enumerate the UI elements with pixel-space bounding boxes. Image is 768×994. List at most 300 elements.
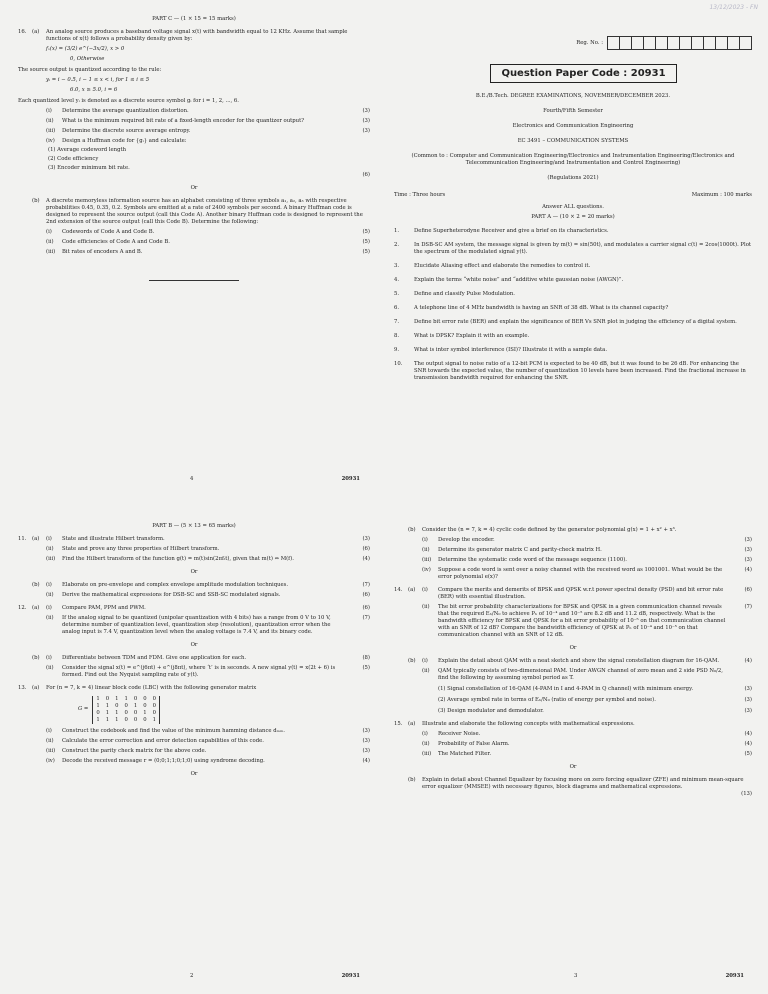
question-number: 14.: [394, 586, 403, 593]
matrix-cell: 1: [115, 695, 119, 702]
matrix-cell: 0: [96, 709, 100, 716]
or-separator: Or: [190, 641, 198, 648]
matrix-cell: 0: [152, 709, 156, 716]
question-text: What is inter symbol interference (ISI)? Illustrate it with a sample data.: [414, 346, 608, 353]
question-12b: [18, 655, 370, 679]
matrix-cell: 0: [133, 695, 138, 702]
subpart-row: [46, 748, 370, 755]
question-text: An analog source produces a baseband voltage signal x(t) with bandwidth equal to 12 KHz. Assume that sample functions of x(t) follows a probability density given by:: [46, 28, 348, 42]
subpart-number: (ii): [46, 664, 54, 671]
question-number: [18, 582, 32, 589]
subpart-text: Develop the encoder.: [438, 536, 495, 543]
subpart-text: Determine the average quantization distortion.: [62, 107, 189, 114]
question-number: [394, 668, 408, 682]
subpart-marks: (5): [362, 664, 370, 671]
subpart-number: (i): [46, 535, 52, 542]
subpart-marks: (3): [362, 737, 370, 744]
list-item-text: (1) Signal constellation of 16-QAM (4-PAM in I and 4-PAM in Q channel) with minimum energy.: [438, 685, 694, 692]
question-number: 16.: [18, 28, 27, 35]
matrix-cell: 0: [152, 695, 156, 702]
subpart-row: [18, 665, 370, 679]
subpart-text: Determine its generator matrix C and parity-check matrix H.: [438, 546, 602, 553]
subpart-number: (ii): [46, 591, 54, 598]
branch-line: Electronics and Communication Engineering: [512, 123, 634, 130]
question-text: Elucidate Aliasing effect and elaborate the remedies to control it.: [414, 262, 591, 269]
subpart-row: [422, 557, 752, 564]
subpart-row: [46, 239, 370, 246]
subpart-number: (ii): [46, 545, 54, 552]
subpart-number: (ii): [46, 238, 54, 245]
end-rule: [149, 280, 239, 281]
question-label: [32, 546, 46, 553]
subpart-text: Codewords of Code A and Code B.: [62, 228, 155, 235]
part-a-question: [394, 263, 752, 270]
question-15a: [394, 721, 752, 728]
subpart-row: [46, 728, 370, 735]
subpart-number: (ii): [46, 737, 54, 744]
subpart-text: Determine the discrete source average entropy.: [62, 127, 191, 134]
page-footer: [40, 476, 360, 483]
question-text: Explain in detail about Channel Equalizer by focusing more on zero forcing equalizer (ZFE) and minimum mean-square error equalizer (MMSEE) with necessary figures, block diagrams and mathematical expressions.: [422, 776, 744, 790]
part-a-question: [394, 277, 752, 284]
reg-cells: [607, 36, 752, 50]
subpart-text: Bit rates of encoders A and B.: [62, 248, 143, 255]
question-text: Define Superheterodyne Receiver and give a brief on its characteristics.: [414, 228, 609, 235]
subpart-row: [46, 128, 370, 135]
subpart-row: [422, 751, 752, 758]
subpart-text: Differentiate between TDM and FDM. Give one application for each.: [62, 654, 247, 661]
reg-cell: [607, 36, 620, 50]
question-number: 11.: [18, 535, 27, 542]
subpart-text: Code efficiencies of Code A and Code B.: [62, 238, 170, 245]
subpart-marks: (7): [362, 614, 370, 621]
subpart-marks: [730, 668, 752, 682]
degree-line: B.E./B.Tech. DEGREE EXAMINATIONS, NOVEMBER/DECEMBER 2023.: [475, 93, 671, 100]
question-number: [18, 655, 32, 662]
subpart-marks: (6): [362, 591, 370, 598]
subpart-text: State and prove any three properties of Hilbert transform.: [62, 545, 220, 552]
part-a-title: PART A — (10 × 2 = 20 marks): [531, 214, 615, 221]
subpart-text: Determine the systematic code word of the message sequence (1100).: [438, 556, 627, 563]
paper-code: 20931: [725, 973, 744, 980]
subpart-row: [394, 587, 752, 601]
subpart-text: Design a Huffman code for {gᵢ} and calculate:: [62, 137, 187, 144]
subpart-text: Receiver Noise.: [438, 730, 481, 737]
reg-cell: [692, 36, 704, 50]
time-row: [394, 192, 752, 199]
list-item-marks: (3): [744, 685, 752, 692]
subpart-number: (ii): [422, 546, 430, 553]
subpart-text: The Matched Filter.: [438, 750, 492, 757]
matrix-cell: 0: [105, 695, 110, 702]
or-separator: Or: [569, 644, 577, 651]
subpart-number: (iii): [46, 747, 56, 754]
subpart-number: (i): [46, 727, 52, 734]
matrix-cell: 1: [105, 716, 110, 723]
matrix-row: [93, 703, 160, 710]
matrix-cell: 0: [143, 716, 147, 723]
matrix-cell: 1: [105, 709, 110, 716]
reg-cell: [668, 36, 680, 50]
subpart-number: (ii): [422, 667, 430, 674]
subpart-text: Compare PAM, PPM and PWM.: [62, 604, 146, 611]
question-label: (a): [408, 720, 416, 727]
subpart-number: (i): [46, 654, 52, 661]
matrix-cell: 1: [143, 709, 147, 716]
q15a-subparts: [394, 731, 752, 758]
part-a-question: [394, 319, 752, 326]
question-number: 3.: [394, 262, 400, 269]
matrix-cell: 0: [124, 709, 128, 716]
question-label: [32, 615, 46, 636]
subpart-marks: (7): [744, 603, 752, 610]
subpart-text: Decode the received message r = (0;0;1;1;0;1;0) using syndrome decoding.: [62, 757, 265, 764]
rule-formula-2: 6.0, x ≥ 5.0, i = 6: [70, 86, 118, 93]
part-a-question: [394, 305, 752, 312]
subpart-number: (iii): [46, 555, 56, 562]
list-item-marks: (3): [744, 696, 752, 703]
question-label: (a): [32, 28, 40, 35]
reg-no-box: [394, 36, 752, 50]
subpart-marks: (3): [744, 556, 752, 563]
question-label: [32, 665, 46, 679]
page-3: [384, 497, 768, 994]
subpart-number: (ii): [422, 740, 430, 747]
list-item: (2) Code efficiency: [48, 155, 99, 162]
subpart-number: (iv): [422, 566, 431, 573]
subpart-row: [46, 738, 370, 745]
question-16a: [18, 29, 370, 43]
question-number: 5.: [394, 290, 400, 297]
matrix-cell: 0: [124, 716, 128, 723]
question-14b: [394, 658, 752, 682]
part-a-question: [394, 242, 752, 256]
subpart-row: [18, 536, 370, 543]
q15b-mark: (13): [741, 790, 752, 797]
subpart-text: Find the Hilbert transform of the function g(t) = m(t)sin(2πfₜt), given that m(t) ⇔ M(f).: [62, 555, 294, 562]
q16a-iv-mark: (6): [362, 171, 370, 178]
paper-code: 20931: [341, 973, 360, 980]
part-a-question: [394, 228, 752, 235]
subpart-number: (i): [46, 107, 52, 114]
subpart-marks: (3): [362, 747, 370, 754]
subpart-number: (ii): [46, 614, 54, 621]
list-item: [438, 695, 752, 704]
subpart-text: Construct the codebook and find the value of the minimum hamming distance dₘᵢₙ.: [62, 727, 285, 734]
list-item: [438, 684, 752, 693]
subpart-marks: (3): [744, 536, 752, 543]
subpart-row: [18, 556, 370, 563]
question-label: (a): [32, 535, 40, 542]
matrix-table: [92, 696, 160, 724]
reg-cell: [680, 36, 692, 50]
question-12a: [18, 605, 370, 636]
reg-cell: [704, 36, 716, 50]
matrix-cell: 1: [124, 695, 128, 702]
page-footer: [424, 973, 744, 980]
part-c-title: PART C — (1 × 15 = 15 marks): [152, 16, 236, 22]
regulations-line: (Regulations 2021): [547, 175, 599, 182]
question-text: For (n = 7, k = 4) linear block code (LBC) with the following generator matrix: [46, 684, 257, 691]
subpart-row: [394, 668, 752, 682]
subpart-number: (i): [46, 581, 52, 588]
question-14a: [394, 587, 752, 639]
matrix-cell: 1: [96, 695, 100, 702]
matrix-cell: 0: [115, 702, 119, 709]
subpart-number: (iii): [46, 127, 56, 134]
question-11b: [18, 582, 370, 599]
subpart-marks: (5): [362, 228, 370, 235]
generator-matrix: [78, 696, 370, 724]
subpart-marks: (3): [362, 107, 370, 114]
matrix-cell: 1: [152, 716, 156, 723]
page-2: [0, 497, 384, 994]
reg-cell: [740, 36, 752, 50]
part-a-question: [394, 361, 752, 382]
question-13a: [18, 685, 370, 692]
part-a-question: [394, 291, 752, 298]
reg-no-label: Reg. No. :: [576, 39, 603, 46]
question-label: (b): [408, 776, 416, 783]
question-text: What is DPSK? Explain it with an example.: [414, 332, 530, 339]
reg-cell: [716, 36, 728, 50]
page-number: 2: [190, 973, 194, 980]
q13b-subparts: [394, 537, 752, 581]
question-text: A telephone line of 4 MHz bandwidth is having an SNR of 38 dB. What is its channel capacity?: [414, 304, 669, 311]
subpart-marks: (7): [362, 581, 370, 588]
subpart-number: (i): [422, 586, 428, 593]
list-item-text: (2) Average symbol rate in terms of Eₕ/N₀ (ratio of energy per symbol and noise).: [438, 696, 656, 703]
subpart-row: [18, 582, 370, 589]
subpart-marks: (3): [362, 535, 370, 542]
question-13b: [394, 527, 752, 534]
question-label: (a): [408, 586, 416, 593]
subpart-text: Probability of False Alarm.: [438, 740, 510, 747]
subpart-text: State and illustrate Hilbert transform.: [62, 535, 165, 542]
matrix-row: [93, 710, 160, 717]
question-number: [18, 615, 32, 636]
rule-formula-1: yᵢ = i − 0.5, i − 1 ≤ x < i, for 1 ≤ i ≤ 5: [46, 76, 150, 83]
matrix-cell: 0: [143, 702, 147, 709]
question-number: 2.: [394, 242, 400, 249]
question-15b: [394, 777, 752, 791]
question-number: [18, 665, 32, 679]
q16a-subparts: [18, 108, 370, 145]
question-text: Consider the (n = 7, k = 4) cyclic code defined by the generator polynomial g(x) = 1 + x² + x³.: [422, 527, 677, 533]
question-number: 4.: [394, 276, 400, 283]
subpart-marks: (4): [362, 757, 370, 764]
question-label: [32, 556, 46, 563]
semester-line: Fourth/Fifth Semester: [543, 108, 603, 115]
subpart-row: [394, 604, 752, 639]
matrix-cell: 1: [96, 702, 100, 709]
subpart-text: QAM typically consists of two-dimensional PAM. Under AWGN channel of zero mean and 2 side PSD N₀/2, find the following by assuming symbol period as T.: [438, 667, 723, 681]
subpart-text: The bit error probability characterizations for BPSK and QPSK in a given communication channel reveals that the required Eₕ/N₀ to achieve Pₕ of 10⁻⁴ and 10⁻⁵ are 8.2 dB and 11.2 dB, respectively. What is the bandwidth efficiency for BPSK and QPSK for a bit error probability of 10⁻⁵ on that communication channel with an SNR of 12 dB? Compare the bandwidth efficiency of QPSK at Pₕ of 10⁻⁴ and 10⁻⁵ on that communication channel with an SNR of 12 dB.: [438, 603, 726, 638]
reg-cell: [728, 36, 740, 50]
question-number: 12.: [18, 604, 27, 611]
course-line: EC 3491 – COMMUNICATION SYSTEMS: [517, 138, 629, 145]
subpart-number: (ii): [46, 117, 54, 124]
subpart-row: [46, 229, 370, 236]
list-item-marks: (3): [744, 707, 752, 714]
or-separator: Or: [190, 184, 198, 191]
q16b-subparts: [18, 229, 370, 256]
subpart-marks: (4): [744, 730, 752, 737]
question-paper-code: Question Paper Code : 20931: [490, 64, 677, 83]
question-label: [32, 592, 46, 599]
subpart-row: [422, 567, 752, 581]
subpart-row: [422, 741, 752, 748]
question-number: 13.: [18, 684, 27, 691]
question-number: [394, 604, 408, 639]
subpart-marks: (6): [744, 586, 752, 593]
question-label: (b): [32, 581, 40, 588]
level-text: Each quantized level yᵢ is denoted as a discrete source symbol gᵢ for i = 1, 2, ..., 6.: [18, 97, 239, 104]
subpart-text: What is the minimum required bit rate of a fixed-length encoder for the quantizer output?: [62, 117, 305, 124]
pdf-formula-1: fₓ(x) = (3/2) e^(−3x/2), x > 0: [46, 45, 125, 52]
subpart-marks: (8): [362, 654, 370, 661]
matrix-cell: 0: [143, 695, 147, 702]
question-number: 8.: [394, 332, 400, 339]
question-number: [18, 556, 32, 563]
subpart-text: Explain the detail about QAM with a neat sketch and show the signal constellation diagram for 16-QAM.: [438, 657, 720, 664]
matrix-cell: 1: [105, 702, 110, 709]
question-label: (a): [32, 684, 40, 691]
subpart-number: (iii): [422, 750, 432, 757]
subpart-row: [46, 758, 370, 765]
list-item: [438, 706, 752, 715]
question-text: Explain the terms “white noise” and “additive white gaussian noise (AWGN)”.: [414, 276, 624, 283]
subpart-number: (i): [46, 604, 52, 611]
q14b-items: [438, 684, 752, 715]
matrix-label: G =: [78, 706, 89, 713]
subpart-row: [18, 655, 370, 662]
page-cover: [384, 0, 768, 497]
subpart-text: Construct the parity check matrix for the above code.: [62, 747, 207, 754]
subpart-row: [46, 249, 370, 256]
question-label: (b): [32, 197, 40, 204]
question-text: In DSB-SC AM system, the message signal is given by m(t) = sin(50t), and modulates a carrier signal c(t) = 2cos(1000t). Plot the spectrum of the modulated signal y(t).: [414, 242, 752, 255]
matrix-cell: 1: [115, 716, 119, 723]
question-label: (b): [32, 654, 40, 661]
question-16b: [18, 198, 370, 226]
common-line: (Common to : Computer and Communication Engineering/Electronics and Instrumentation Engineering/Electronics and Telecommunication Engineering/and Instrumentation and Control Engineering): [411, 153, 735, 167]
matrix-cell: 1: [115, 709, 119, 716]
question-number: 6.: [394, 304, 400, 311]
subpart-number: (ii): [422, 603, 430, 610]
part-a-question: [394, 347, 752, 354]
subpart-marks: (6): [362, 545, 370, 552]
subpart-number: (i): [422, 536, 428, 543]
part-a-question: [394, 333, 752, 340]
subpart-row: [422, 537, 752, 544]
question-number: 15.: [394, 720, 403, 727]
subpart-marks: (3): [362, 727, 370, 734]
subpart-marks: (5): [744, 750, 752, 757]
page-footer: [40, 973, 360, 980]
subpart-text: Derive the mathematical expressions for DSB-SC and SSB-SC modulated signals.: [62, 591, 281, 598]
subpart-row: [422, 547, 752, 554]
answer-instruction: Answer ALL questions.: [542, 204, 604, 211]
or-separator: Or: [190, 770, 198, 777]
subpart-row: [46, 118, 370, 125]
subpart-number: (i): [422, 730, 428, 737]
rule-intro: The source output is quantized according to the rule:: [18, 66, 162, 73]
list-item-text: (3) Design modulator and demodulator.: [438, 707, 544, 714]
q16a-iv-list: [48, 147, 370, 172]
matrix-cell: 1: [96, 716, 100, 723]
subpart-row: [46, 108, 370, 115]
question-number: [394, 658, 408, 665]
subpart-marks: [348, 138, 370, 145]
page-number: 4: [190, 476, 194, 483]
subpart-marks: (3): [362, 127, 370, 134]
matrix-cell: 0: [124, 702, 128, 709]
paper-code: 20931: [341, 476, 360, 483]
question-label: (b): [408, 527, 416, 533]
pdf-formula-2: 0, Otherwise: [70, 55, 105, 62]
question-text: Illustrate and elaborate the following concepts with mathematical expressions.: [422, 720, 635, 727]
part-b-title: PART B — (5 × 13 = 65 marks): [152, 523, 236, 529]
subpart-marks: (4): [744, 566, 752, 573]
subpart-row: [422, 731, 752, 738]
list-item: (1) Average codeword length: [48, 146, 127, 153]
subpart-marks: (5): [362, 248, 370, 255]
subpart-row: [46, 138, 370, 145]
subpart-marks: (4): [744, 740, 752, 747]
matrix-cell: 0: [133, 709, 138, 716]
question-text: Define and classify Pulse Modulation.: [414, 290, 515, 297]
question-text: A discrete memoryless information source has an alphabet consisting of three symbols a₁, a₂, a₃ with respective probabilities 0.45, 0.35, 0.2. Symbols are emitted at a rate of 2400 symbols per second. A binary Huffman code is designed to represent the source output (call this Code A). Another binary Huffman code is designed to represent the 2nd extension of the source output (call this Code B). Determine the following:: [46, 197, 363, 225]
subpart-marks: (5): [362, 238, 370, 245]
reg-cell: [656, 36, 668, 50]
subpart-marks: (3): [362, 117, 370, 124]
reg-cell: [620, 36, 632, 50]
matrix-cell: 0: [133, 716, 138, 723]
subpart-marks: (6): [362, 604, 370, 611]
max-marks: Maximum : 100 marks: [691, 192, 752, 199]
subpart-text: Elaborate on pre-envelope and complex envelope amplitude modulation techniques.: [62, 581, 289, 588]
question-number: [18, 592, 32, 599]
question-number: 9.: [394, 346, 400, 353]
subpart-number: (i): [46, 228, 52, 235]
matrix-row: [93, 696, 160, 703]
subpart-row: [18, 605, 370, 612]
subpart-number: (iii): [422, 556, 432, 563]
part-a-questions: [394, 228, 752, 382]
subpart-row: [18, 592, 370, 599]
question-label: (a): [32, 604, 40, 611]
subpart-marks: (4): [362, 555, 370, 562]
subpart-number: (i): [422, 657, 428, 664]
matrix-row: [93, 717, 160, 724]
subpart-text: Calculate the error correction and error detection capabilities of this code.: [62, 737, 264, 744]
handwritten-date: 13/12/2023 - FN: [709, 4, 758, 11]
question-text: Define bit error rate (BER) and explain the significance of BER Vs SNR plot in judging the efficiency of a digital system.: [414, 318, 737, 325]
subpart-marks: (4): [744, 657, 752, 664]
question-label: (b): [408, 657, 416, 664]
subpart-text: Consider the signal x(t) = e^(j6πt) + e^(j8πt), where ‘t’ is in seconds. A new signal y(t) = x(2t + 6) is formed. Find out the Nyquist sampling rate of y(t).: [62, 664, 336, 678]
question-label: [408, 668, 422, 682]
time-label: Time : Three hours: [394, 192, 446, 199]
page-4: [0, 0, 384, 497]
or-separator: Or: [569, 763, 577, 770]
question-number: 7.: [394, 318, 400, 325]
subpart-row: [18, 615, 370, 636]
question-11a: [18, 536, 370, 563]
subpart-text: Compare the merits and demerits of BPSK and QPSK w.r.t power spectral density (PSD) and bit error rate (BER) with essential illustration.: [438, 586, 724, 600]
subpart-text: If the analog signal to be quantized (unipolar quantization with 4 bits) has a range from 0 V to 10 V, determine number of quantization level, quantization step (resolution), quantization error when the analog input is 7.4 V, quantization level when the analog voltage is 7.4 V, and its binary code.: [62, 614, 331, 635]
